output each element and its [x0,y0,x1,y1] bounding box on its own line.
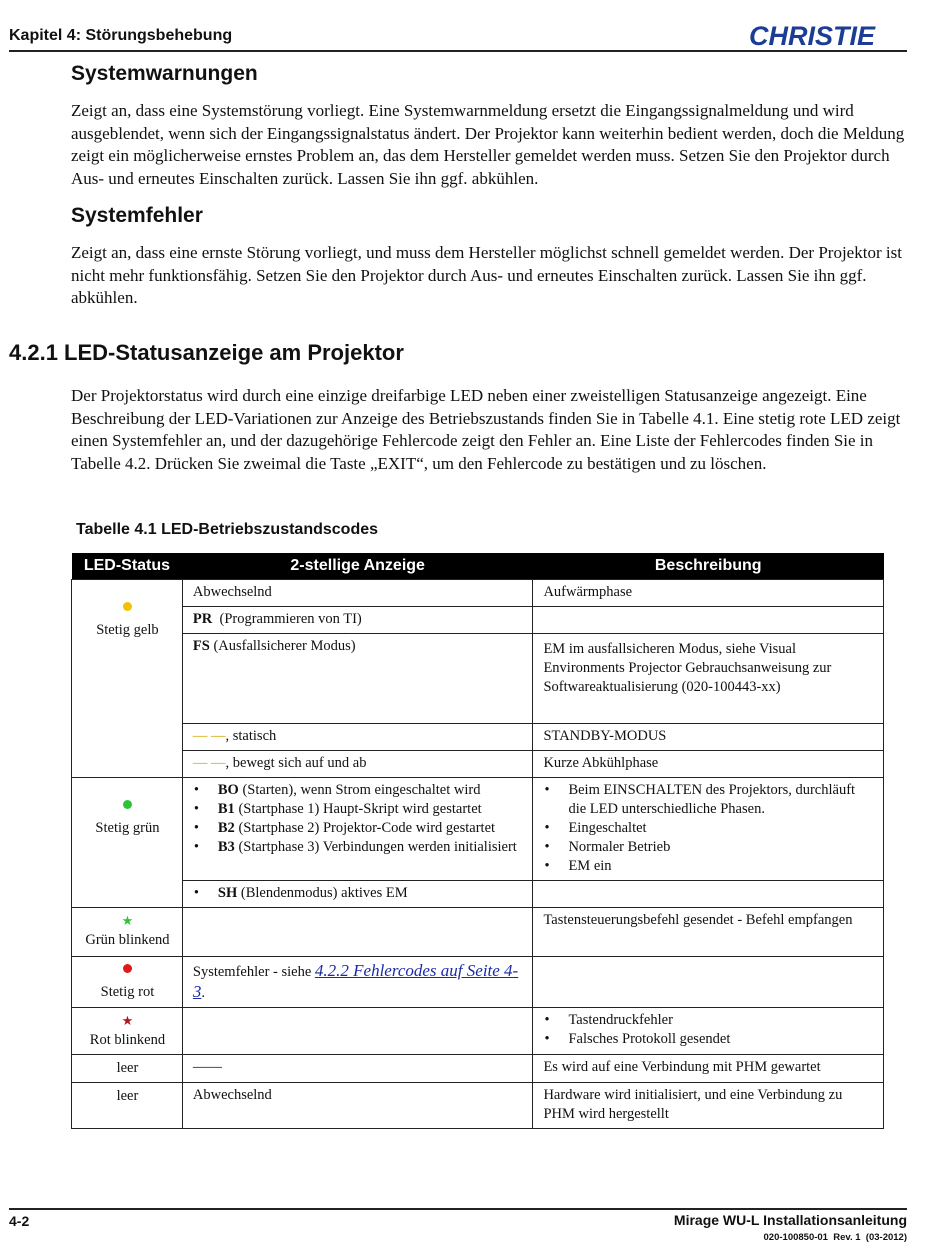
list-item: • EM ein [543,857,874,876]
display-cell [182,607,533,634]
dash-symbol: — — [192,755,226,771]
description-cell: Aufwärmphase [533,580,884,607]
description-cell [533,607,884,634]
cross-reference-link[interactable]: 4.2.2 Fehlercodes auf Seite 4-3 [192,961,519,1001]
list-item: • Beim EINSCHALTEN des Projektors, durchläuft die LED unterschiedliche Phasen. [543,781,874,819]
status-cell-empty: leer [72,1055,183,1083]
display-cell [182,751,533,778]
list-item: • Falsches Protokoll gesendet [543,1030,874,1049]
list-item: • Normaler Betrieb [543,838,874,857]
paragraph-led-status: Der Projektorstatus wird durch eine einzige dreifarbige LED neben einer zweistelligen Statusanzeige angezeigt. Eine Beschreibung der LED-Variationen zur Anzeige des Betriebszustands finden Sie in Tabelle 4.1. Eine stetig rote LED zeigt einen Systemfehler an, und der dazugehörige Fehlercode zeigt den Fehler an. Eine Liste der Fehlercodes finden Sie in Tabelle 4.2. Drücken Sie zweimal die Taste „EXIT“, um den Fehlercode zu bestätigen und zu löschen. [71,386,901,473]
list-item: • BO (Starten), wenn Strom eingeschaltet wird [193,781,524,800]
table-row [72,607,884,634]
description-cell [533,1008,884,1055]
display-cell: Systemfehler - siehe 4.2.2 Fehlercodes auf Seite 4-3. [182,957,533,1008]
paragraph-systemwarnungen: Zeigt an, dass eine Systemstörung vorliegt. Eine Systemwarnmeldung ersetzt die Eingangssignalmeldung und wird ausgeblendet, wenn sich der Eingangssignalstatus ändert. Der Projektor kann weiterhin bedient werden, doch die Meldung zeigt ein möglicherweise ernstes Problem an, das dem Hersteller gemeldet werden muss. Setzen Sie den Projektor durch Aus- und erneutes Einschalten zurück. Lassen Sie ihn ggf. abkühlen. [71,101,905,188]
table-row [72,1008,884,1055]
list-item: • Tastendruckfehler [543,1011,874,1030]
display-cell [182,778,533,881]
list-item: • B3 (Startphase 3) Verbindungen werden initialisiert [193,838,524,857]
list-item: • B2 (Startphase 2) Projektor-Code wird gestartet [193,819,524,838]
main-content [71,62,907,320]
heading-systemfehler: Systemfehler [71,204,203,227]
document-title: Mirage WU-L Installationsanleitung [673,1212,907,1228]
table-row [72,908,884,957]
table-row [72,957,884,1008]
status-label: Stetig gelb [96,622,159,638]
list-item: • B1 (Startphase 1) Haupt-Skript wird gestartet [193,800,524,819]
green-description-list [543,781,874,876]
red-star-icon: ★ [121,1013,134,1028]
code-label: PR [192,611,213,627]
display-cell [182,724,533,751]
brand-wordmark: CHRISTIE [749,21,876,50]
table-row [72,1055,884,1083]
chapter-title: Kapitel 4: Störungsbehebung [9,27,233,44]
description-cell: Hardware wird initialisiert, und eine Verbindung zu PHM wird hergestellt [533,1083,884,1129]
heading-systemwarnungen: Systemwarnungen [71,62,258,85]
status-cell-red-blink [72,1008,183,1055]
paragraph-systemfehler: Zeigt an, dass eine ernste Störung vorliegt, und muss dem Hersteller möglichst schnell gemeldet werden. Der Projektor ist nicht mehr funktionsfähig. Setzen Sie den Projektor durch Aus- und erneutes Einschalten zurück. Lassen Sie ihn ggf. abkühlen. [71,243,902,307]
dash-symbol: — — [192,728,226,744]
status-label: Stetig rot [100,984,155,1000]
christie-logo-graphic [747,20,907,50]
code-label: FS [192,638,210,654]
page-footer [9,1208,907,1243]
description-cell: EM im ausfallsicheren Modus, siehe Visual Environments Projector Gebrauchsanweisung zur Softwareaktualisierung (020-100443-xx) [533,634,884,724]
led-status-table [71,553,884,1129]
table-row [72,881,884,908]
status-label: Rot blinkend [89,1032,166,1048]
code-text: (Programmieren von TI) [212,611,362,627]
section-title-4-2-1: 4.2.1 LED-Statusanzeige am Projektor [9,340,404,365]
table-row [72,724,884,751]
table-row [72,634,884,724]
table-row [72,1083,884,1129]
header-display: 2-stellige Anzeige [182,553,533,580]
display-cell: Abwechselnd [182,580,533,607]
description-cell [533,957,884,1008]
description-cell: Tastensteuerungsbefehl gesendet - Befehl empfangen [533,908,884,957]
page-number: 4-2 [9,1213,30,1229]
description-cell: Kurze Abkühlphase [533,751,884,778]
description-cell [533,881,884,908]
description-cell [533,778,884,881]
status-cell-green [72,778,183,908]
green-star-icon: ★ [121,913,134,928]
status-cell-yellow [72,580,183,778]
code-text: (Ausfallsicherer Modus) [209,638,356,654]
description-cell: STANDBY-MODUS [533,724,884,751]
display-cell [182,1008,533,1055]
display-cell [182,634,533,724]
green-circle-icon [123,800,132,809]
status-cell-green-blink [72,908,183,957]
list-item: • Eingeschaltet [543,819,874,838]
header-description: Beschreibung [533,553,884,580]
christie-logo [747,20,907,55]
display-cell [182,881,533,908]
table-row [72,751,884,778]
red-circle-icon [123,964,132,973]
table-row [72,778,884,881]
display-cell [182,908,533,957]
table-caption: Tabelle 4.1 LED-Betriebszustandscodes [76,521,379,538]
display-cell: —— [182,1055,533,1083]
document-number: 020-100850-01 Rev. 1 (03-2012) [763,1232,907,1243]
page-header [9,20,907,52]
status-label: Grün blinkend [85,932,170,948]
description-cell: Es wird auf eine Verbindung mit PHM gewartet [533,1055,884,1083]
code-text: , statisch [225,728,277,744]
header-led-status: LED-Status [72,553,183,580]
status-cell-red [72,957,183,1008]
yellow-circle-icon [123,602,132,611]
list-item: • SH (Blendenmodus) aktives EM [193,884,524,903]
table-row [72,580,884,607]
table-header-row [72,553,884,580]
display-cell: Abwechselnd [182,1083,533,1129]
boot-phase-list [193,781,524,857]
status-label: Stetig grün [95,820,160,836]
code-text: , bewegt sich auf und ab [225,755,367,771]
status-cell-empty: leer [72,1083,183,1129]
